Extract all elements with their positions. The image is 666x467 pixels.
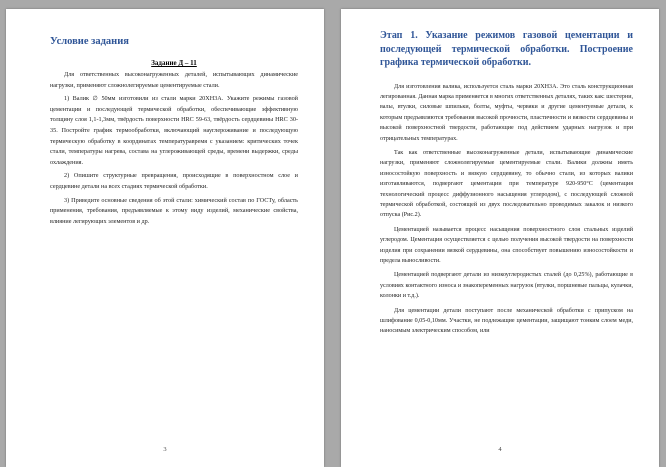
document-page-3 [6,9,324,467]
page-number: 3 [163,446,167,453]
stage-heading: Этап 1. Указание режимов газовой цементации и последующей термической обработки. Построение графика термической обработки. [380,30,633,68]
task-title: Задание Д – 11 [151,59,197,67]
page-4-content [380,29,633,341]
paragraph: Для изготовления валика, используется сталь марки 20ХН3А. Это сталь конструкционная легированная. Данная марка применяется в многих ответственных деталях, таких как: шестерни, валы, втулки, силовые шпильки, болты, муфты, червяки и другие цементуемые детали, к которым предъявляются требования высокой прочности, пластичности и вязкости сердцевины и высокой поверхностной твердости, работающие под действием ударных нагрузок и при отрицательных температурах. [380,83,633,142]
paragraph: 1) Валик ∅ 50мм изготовили из стали марки 20ХН3А. Укажите режимы газовой цементации и последующей термической обработки, обеспечивающие эффективную толщину слоя 1,1-1,3мм, твёрдость поверхности HRC 59-63, твёрдость сердцевины HRC 30-35. Постройте график термообработки, включающий науглероживание и последующую термическую обработку в координатах температуравремя с указанием: критических точек стали, температуры нагрева, состава на углероживающей среды, времени выдержки, среды охлаждения. [50,95,298,166]
document-page-4 [341,9,659,467]
paragraph: Так как ответственные высоконагруженные детали, испытывающие динамические нагрузки, применяют сложнолегируемые цементируемые стали. Валики должны иметь износостойкую поверхность и вязкую сердцевину, то обычно стали, из которых валики изготавливаются, подвергают цементации при температуре 920-950°С (цементация технологический процесс диффузионного насыщения углеродом), с последующей сложной термической обработкой, состоящей из двух последовательно проводимых закалок и низкого отпуска (Рис.2). [380,149,633,219]
page-3-content [50,36,298,230]
paragraph: Для ответственных высоконагруженных деталей, испытывающих динамические нагрузки, применяют сложнолегируемые цементируемые стали. [50,71,298,89]
paragraph: 3) Приведите основные сведения об этой стали: химический состав по ГОСТу, область применения, требования, предъявляемые к этому виду изделий, механические свойства, влияние легирующих элементов и др. [50,196,298,225]
page-number: 4 [498,446,502,453]
paragraph: Цементацией подвергают детали из низкоуглеродистых сталей (до 0,25%), работающие в условиях контактного износа и знакопеременных нагрузок (втулки, поршневые пальцы, кулачки, колонки и т.д.). [380,272,633,300]
paragraph: Цементацией называется процесс насыщения поверхностного слоя стальных изделий углеродом. Цементация осуществляется с целью получения высокой твердости на поверхности изделия при сохранении вязкой сердцевины, она способствует повышению износостойкости и предела выносливости. [380,226,633,264]
paragraph: 2) Опишите структурные превращения, происходящие в поверхностном слое и сердцевине детали на всех стадиях термической обработки. [50,172,298,190]
paragraph: Для цементации детали поступают после механической обработки с припуском на шлифование 0,05-0,10мм. Участки, не подлежащие цементации, защищают тонким слоем меди, наносимым электрическим способом, или [380,307,633,335]
section-heading: Условие задания [50,36,129,47]
